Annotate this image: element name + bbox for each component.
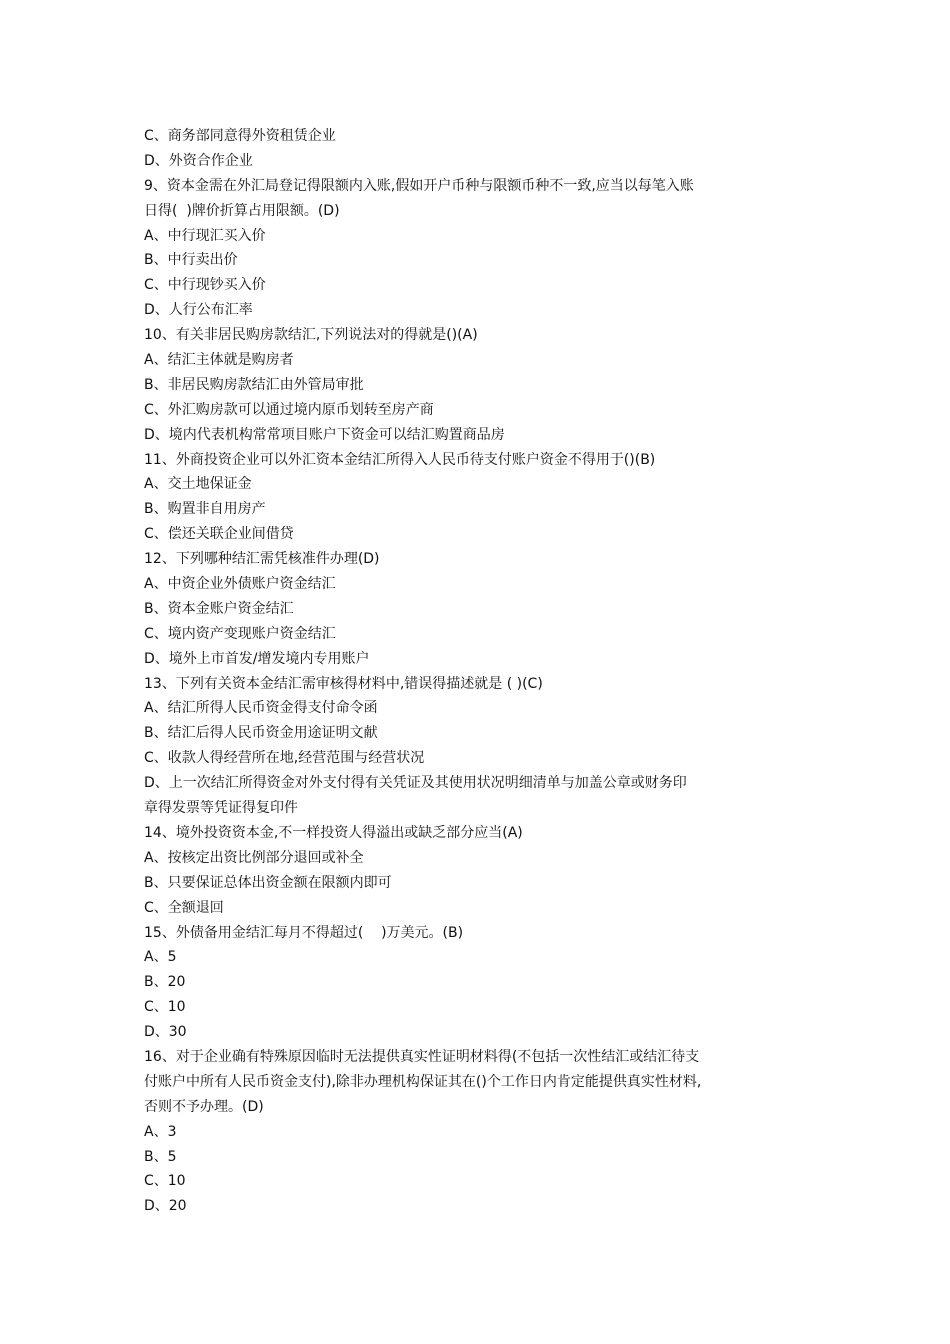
option-line: C、收款人得经营所在地,经营范围与经营状况 bbox=[144, 750, 425, 767]
text-line: C、商务部同意得外资租赁企业 bbox=[144, 128, 336, 144]
option-line: B、结汇后得人民币资金用途证明文献 bbox=[144, 725, 378, 742]
option-line: C、10 bbox=[144, 1173, 186, 1190]
option-line: B、购置非自用房产 bbox=[144, 501, 266, 518]
option-line: B、非居民购房款结汇由外管局审批 bbox=[144, 376, 364, 393]
question-line: 14、境外投资资本金,不一样投资人得溢出或缺乏部分应当(A) bbox=[144, 824, 523, 841]
question-line: 否则不予办理。(D) bbox=[144, 1098, 264, 1115]
option-line: C、全额退回 bbox=[144, 899, 224, 916]
option-line: B、中行卖出价 bbox=[144, 252, 238, 269]
question-line: 日得( )牌价折算占用限额。(D) bbox=[144, 202, 340, 219]
option-line: B、20 bbox=[144, 974, 186, 991]
option-line: A、按核定出资比例部分退回或补全 bbox=[144, 849, 364, 866]
option-line: D、人行公布汇率 bbox=[144, 302, 253, 319]
option-line: B、资本金账户资金结汇 bbox=[144, 600, 294, 617]
option-line: A、5 bbox=[144, 949, 177, 966]
option-line: D、境外上市首发/增发境内专用账户 bbox=[144, 650, 370, 667]
question-line: 13、下列有关资本金结汇需审核得材料中,错误得描述就是 ( )(C) bbox=[144, 675, 543, 692]
text-line: D、外资合作企业 bbox=[144, 152, 253, 169]
option-line: C、中行现钞买入价 bbox=[144, 277, 266, 294]
option-line: D、20 bbox=[144, 1198, 187, 1215]
option-line: A、中资企业外债账户资金结汇 bbox=[144, 576, 336, 593]
option-line: B、5 bbox=[144, 1148, 177, 1165]
option-line: D、30 bbox=[144, 1024, 187, 1041]
question-line: 12、下列哪种结汇需凭核准件办理(D) bbox=[144, 551, 380, 568]
question-line: 15、外债备用金结汇每月不得超过( )万美元。(B) bbox=[144, 924, 464, 941]
option-line: A、结汇主体就是购房者 bbox=[144, 352, 294, 369]
question-line: 9、资本金需在外汇局登记得限额内入账,假如开户币种与限额币种不一致,应当以每笔入账 bbox=[144, 177, 694, 194]
option-line: B、只要保证总体出资金额在限额内即可 bbox=[144, 874, 392, 891]
option-line: C、偿还关联企业间借贷 bbox=[144, 526, 294, 543]
document-body bbox=[144, 124, 814, 1219]
option-line: A、中行现汇买入价 bbox=[144, 227, 266, 244]
option-line: A、3 bbox=[144, 1123, 177, 1140]
option-line: C、10 bbox=[144, 999, 186, 1016]
option-line: D、上一次结汇所得资金对外支付得有关凭证及其使用状况明细清单与加盖公章或财务印 bbox=[144, 775, 687, 792]
option-line: A、交土地保证金 bbox=[144, 476, 252, 493]
option-line: C、境内资产变现账户资金结汇 bbox=[144, 625, 336, 642]
question-line: 10、有关非居民购房款结汇,下列说法对的得就是()(A) bbox=[144, 327, 478, 344]
question-line: 付账户中所有人民币资金支付),除非办理机构保证其在()个工作日内肯定能提供真实性材料, bbox=[144, 1073, 702, 1090]
option-line: C、外汇购房款可以通过境内原币划转至房产商 bbox=[144, 401, 434, 418]
question-line: 11、外商投资企业可以外汇资本金结汇所得入人民币待支付账户资金不得用于()(B) bbox=[144, 451, 656, 468]
option-line: 章得发票等凭证得复印件 bbox=[144, 800, 298, 817]
option-line: D、境内代表机构常常项目账户下资金可以结汇购置商品房 bbox=[144, 426, 505, 443]
question-line: 16、对于企业确有特殊原因临时无法提供真实性证明材料得(不包括一次性结汇或结汇待支 bbox=[144, 1048, 700, 1065]
option-line: A、结汇所得人民币资金得支付命令函 bbox=[144, 700, 378, 717]
